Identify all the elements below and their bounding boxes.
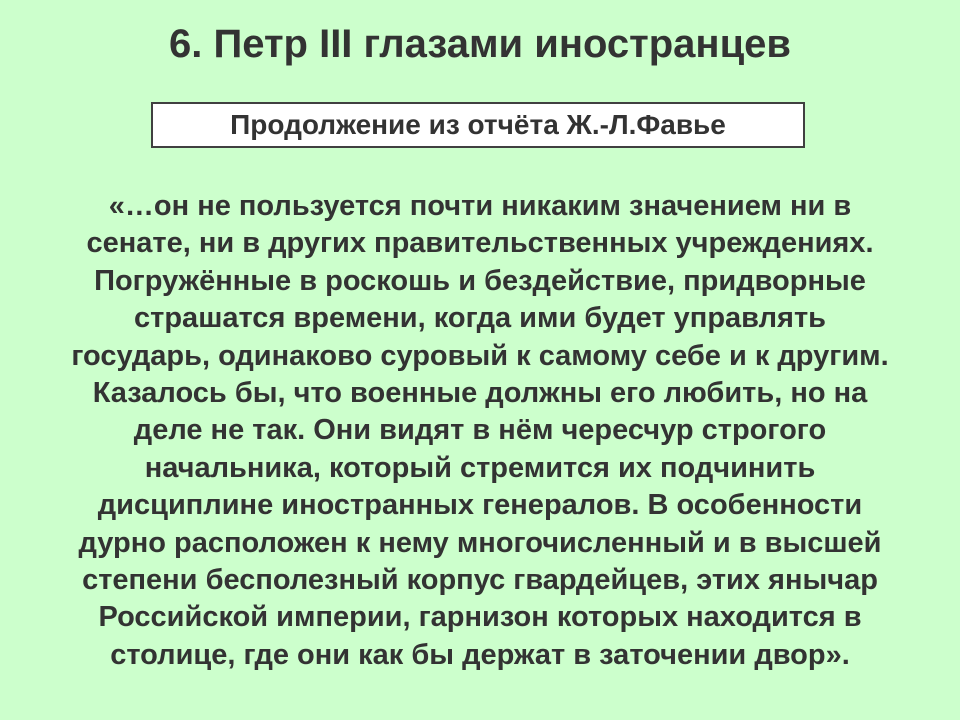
quote-line: начальника, который стремится их подчинить [144, 451, 816, 484]
quote-line: государь, одинаково суровый к самому себе и к другим. [71, 339, 889, 372]
quote-line: «…он не пользуется почти никаким значением ни в [108, 190, 852, 222]
subtitle-box [151, 102, 805, 148]
slide-title: 6. Петр III глазами иностранцев [169, 22, 791, 66]
quote-line: Казалось бы, что военные должны его любить, но на [92, 377, 868, 410]
quote-paragraph [10, 188, 950, 674]
quote-line: деле не так. Они видят в нём чересчур строгого [133, 414, 827, 447]
subtitle-text: Продолжение из отчёта Ж.-Л.Фавье [230, 109, 726, 140]
quote-line: дурно расположен к нему многочисленный и в высшей [78, 526, 882, 559]
quote-line: страшатся времени, когда ими будет управлять [134, 302, 826, 335]
quote-line: столице, где они как бы держат в заточении двор». [110, 638, 850, 671]
quote-line: сенате, ни в других правительственных учреждениях. [86, 227, 874, 260]
quote-line: степени бесполезный корпус гвардейцев, этих янычар [82, 564, 878, 597]
quote-line: Российской империи, гарнизон которых находится в [98, 601, 862, 634]
quote-line: Погружённые в роскошь и бездействие, придворные [94, 264, 866, 297]
quote-line: дисциплине иностранных генералов. В особенности [97, 489, 863, 522]
